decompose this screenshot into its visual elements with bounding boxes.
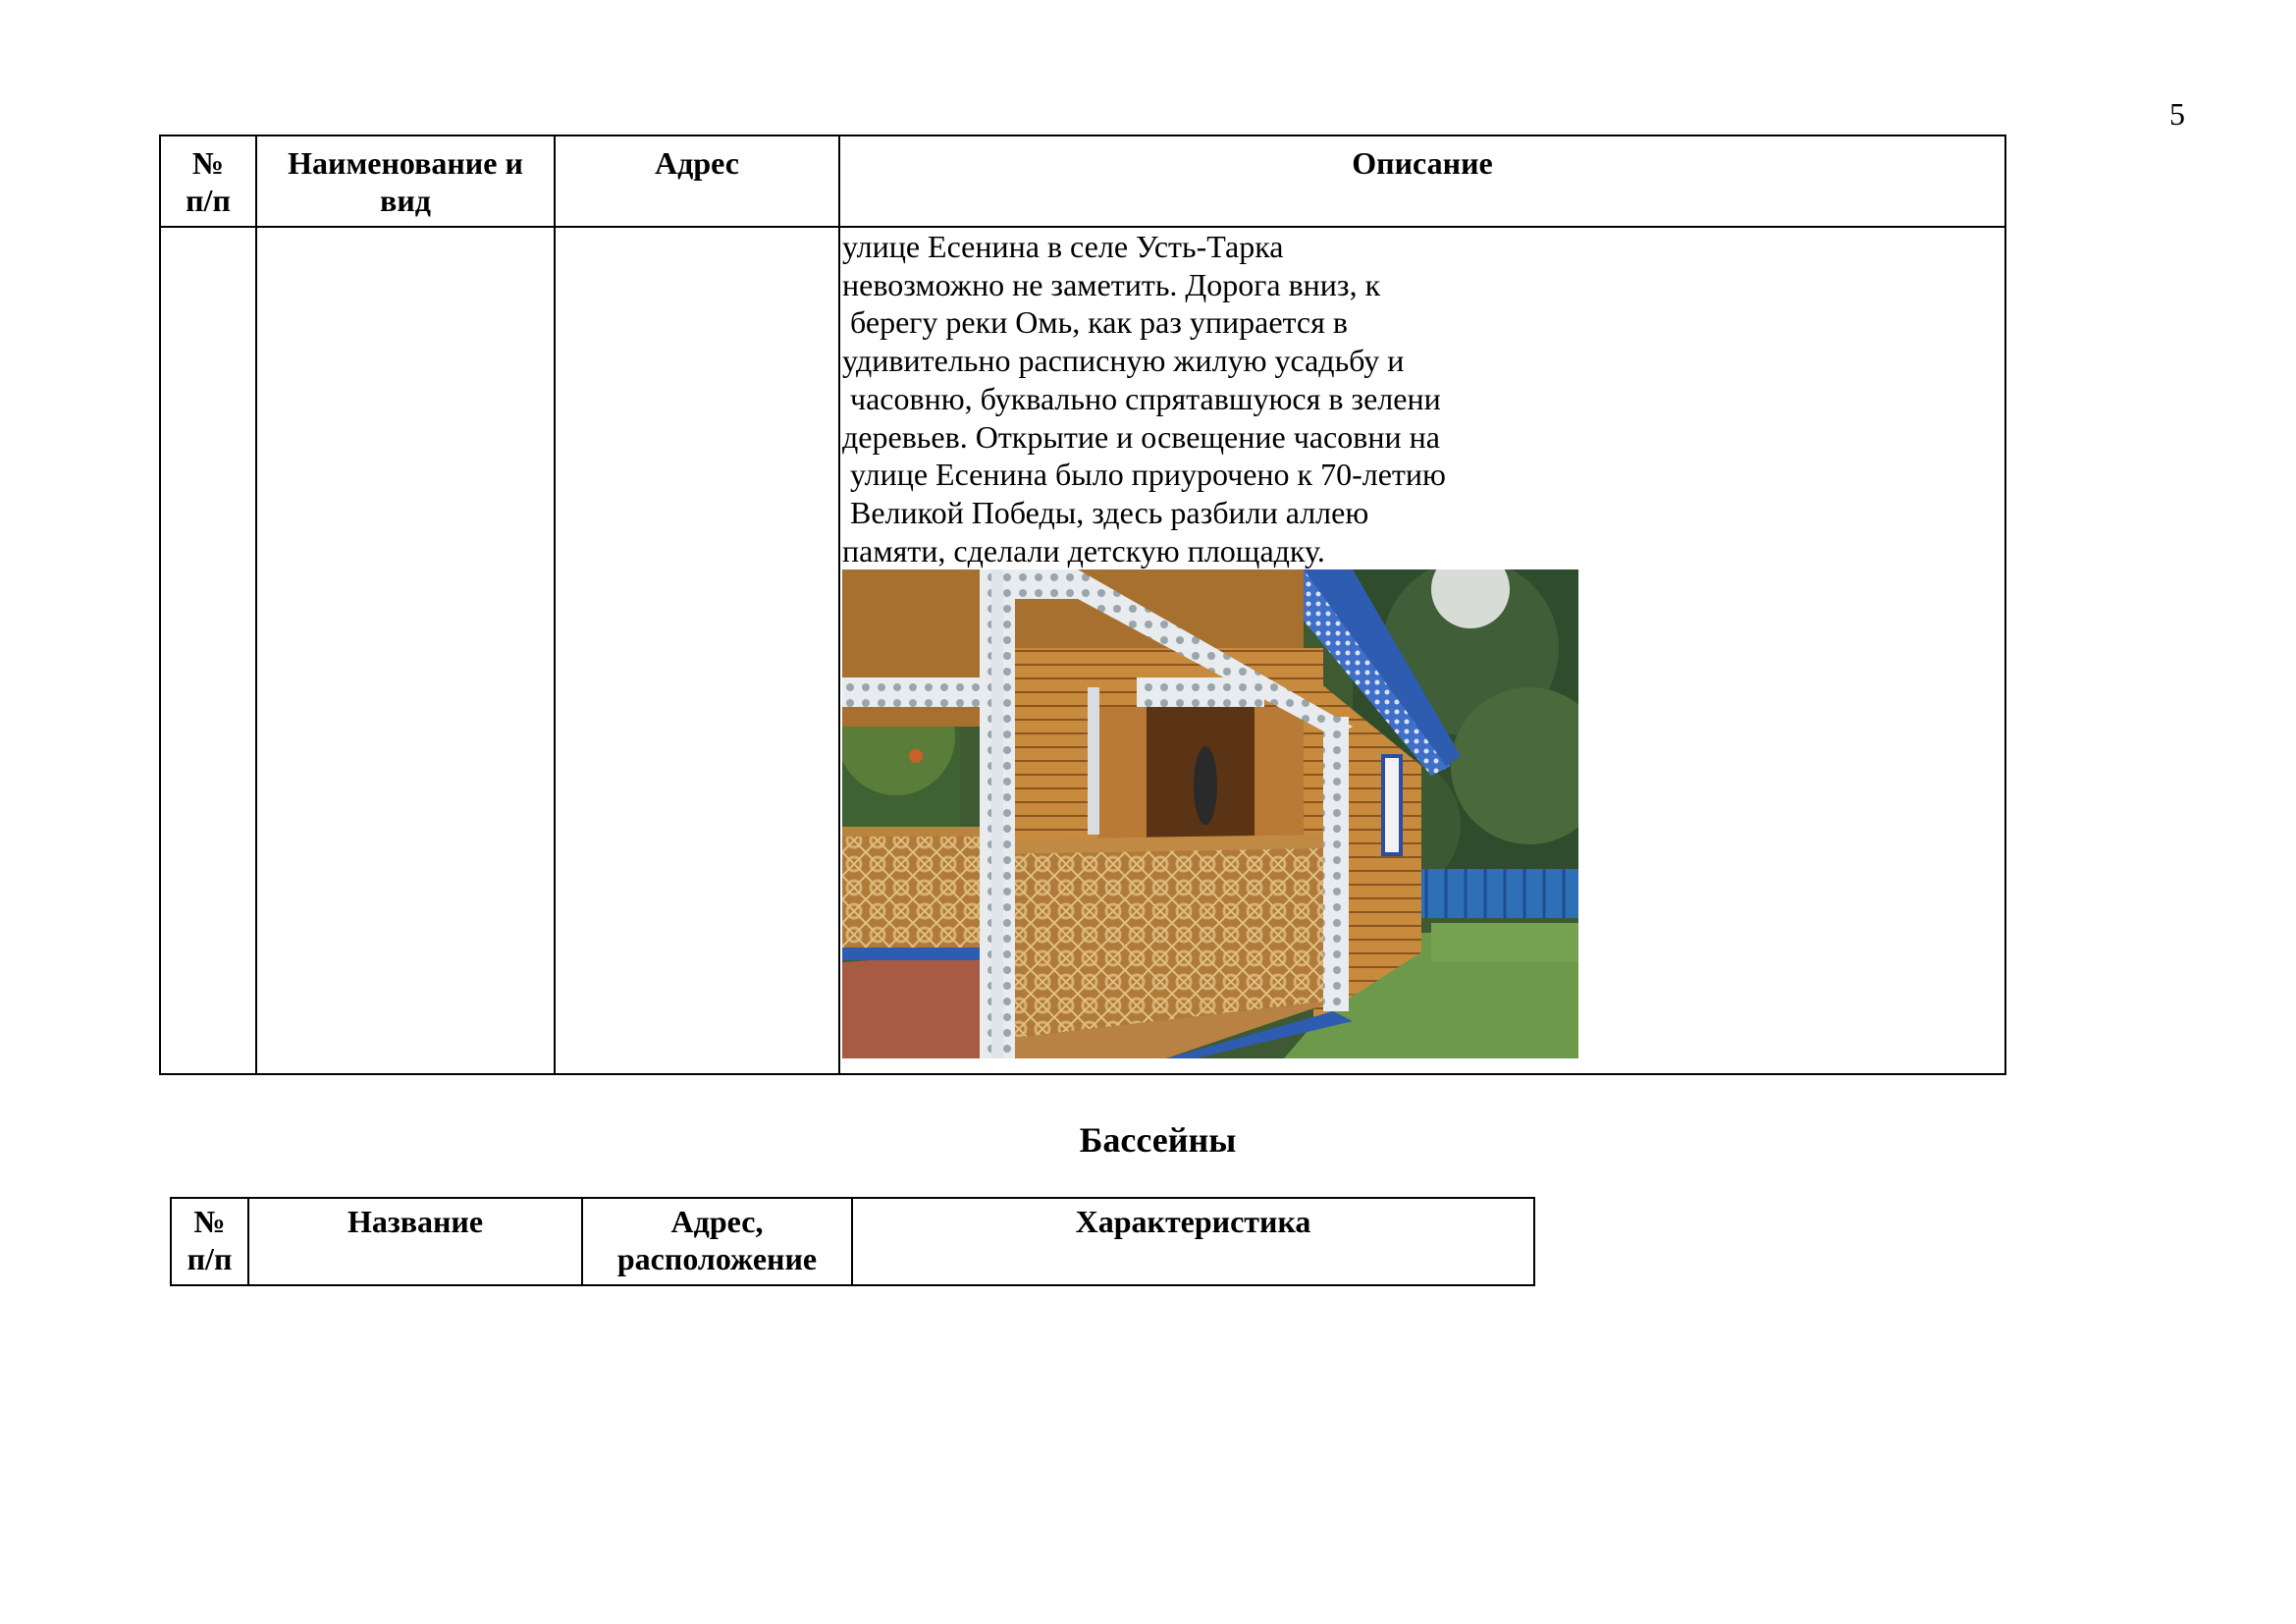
monuments-table (159, 135, 2006, 1075)
section-title-pools: Бассейны (1079, 1120, 1237, 1160)
cell-address (555, 227, 839, 1074)
description-text (842, 228, 2004, 569)
header-characteristics-text: Характеристика (1075, 1204, 1311, 1239)
header-address-location-text: Адрес, расположение (616, 1204, 818, 1276)
table-header-row (171, 1198, 1534, 1285)
header-address (555, 135, 839, 227)
chapel-porch-photo (842, 569, 1578, 1058)
cell-name (256, 227, 555, 1074)
cell-description (839, 227, 2005, 1074)
description-line: часовню, буквально спрятавшуюся в зелени (842, 380, 1441, 416)
description-line: удивительно расписную жилую усадьбу и (842, 343, 1405, 379)
header-address-location (582, 1198, 852, 1285)
header-number-text: № п/п (186, 145, 231, 218)
description-line: памяти, сделали детскую площадку. (842, 532, 1325, 568)
description-line: улице Есенина было приурочено к 70-летию (842, 457, 1446, 493)
page-number: 5 (2169, 96, 2185, 132)
header-description-text: Описание (1352, 145, 1493, 181)
header-title (248, 1198, 582, 1285)
table-header-row (160, 135, 2005, 227)
header-number (160, 135, 256, 227)
header-address-text: Адрес (655, 145, 739, 181)
pools-table (170, 1197, 1535, 1286)
description-line: деревьев. Открытие и освещение часовни на (842, 418, 1440, 455)
header-number (171, 1198, 248, 1285)
header-title-text: Название (347, 1204, 484, 1239)
header-name-type (256, 135, 555, 227)
header-characteristics (852, 1198, 1534, 1285)
description-line: невозможно не заметить. Дорога вниз, к (842, 266, 1381, 302)
table-row (160, 227, 2005, 1074)
description-line: Великой Победы, здесь разбили аллею (842, 494, 1369, 530)
header-number-text: № п/п (187, 1204, 233, 1276)
cell-number (160, 227, 256, 1074)
header-description (839, 135, 2005, 227)
header-name-type-text: Наименование и вид (288, 145, 523, 218)
description-line: берегу реки Омь, как раз упирается в (842, 304, 1348, 341)
description-line: улице Есенина в селе Усть-Тарка (842, 229, 1284, 264)
